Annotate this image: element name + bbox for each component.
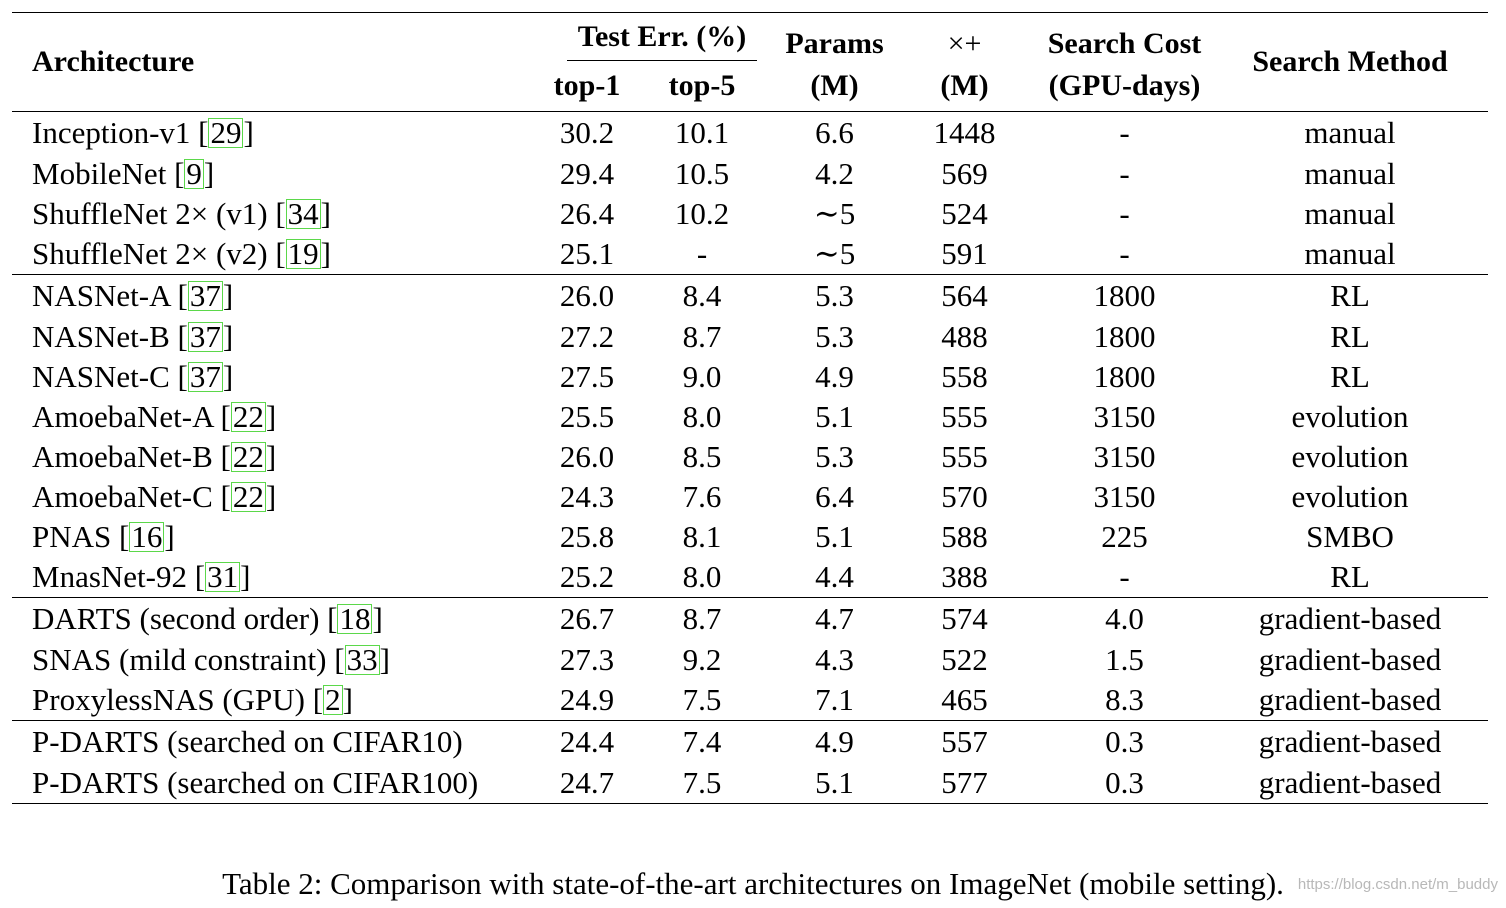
comparison-table [12,12,1488,804]
cell-cost: 0.3 [1105,765,1144,800]
cell-method: RL [1330,359,1370,394]
cell-top5: 8.7 [682,601,722,636]
cell-mult: 564 [941,278,988,313]
citation-link[interactable]: 16 [131,519,163,554]
header-test-err [547,13,777,62]
cell-top1: 24.9 [559,682,615,717]
cell-mult: 588 [941,519,988,554]
table-body [12,112,1488,804]
cell-cost: 8.3 [1105,682,1144,717]
cell-mult: 555 [941,399,988,434]
cell-top5: - [696,236,708,271]
cell-cost: - [1119,156,1130,191]
architecture-name: AmoebaNet-C [32,479,221,514]
cell-mult: 524 [941,196,988,231]
cell-top5: 8.5 [682,439,722,474]
header-params: Params [785,27,884,60]
cell-mult: 558 [941,359,988,394]
cell-cost: 0.3 [1105,724,1144,759]
architecture-name: AmoebaNet-B [32,439,221,474]
cell-cost: 3150 [1093,479,1156,514]
cell-top1: 24.4 [559,724,615,759]
cell-cost: 1.5 [1105,642,1144,677]
cell-cost: 3150 [1093,399,1156,434]
citation-link[interactable]: 33 [346,642,378,677]
cell-architecture: AmoebaNet-A [22] [32,399,277,434]
cell-method: gradient-based [1258,765,1442,800]
header-cost-unit: (GPU-days) [1048,69,1201,102]
cell-params: 5.3 [815,319,854,354]
architecture-name: ShuffleNet 2× (v1) [32,196,276,231]
cell-architecture: NASNet-B [37] [32,319,234,354]
architecture-name: ProxylessNAS (GPU) [32,682,313,717]
header-mult-unit: (M) [940,69,989,102]
cell-params: 5.1 [815,399,854,434]
citation-link[interactable]: 37 [189,359,221,394]
cell-top1: 27.3 [559,642,615,677]
cell-top1: 29.4 [559,156,615,191]
cell-params: 4.4 [815,559,854,594]
cell-method: RL [1330,559,1370,594]
cell-architecture: ShuffleNet 2× (v1) [34] [32,196,331,231]
architecture-name: MobileNet [32,156,175,191]
cell-method: manual [1304,156,1396,191]
cell-mult: 569 [941,156,988,191]
table-row [12,112,1488,155]
architecture-name: NASNet-A [32,278,178,313]
cell-cost: 3150 [1093,439,1156,474]
cell-mult: 1448 [933,115,996,150]
cell-method: SMBO [1306,519,1394,554]
cell-cost: - [1119,196,1130,231]
cell-architecture: AmoebaNet-C [22] [32,479,277,514]
cell-top1: 27.5 [559,359,615,394]
cell-top1: 26.0 [559,278,615,313]
header-search-cost: Search Cost [1047,27,1202,60]
cell-architecture: MnasNet-92 [31] [32,559,251,594]
architecture-name: MnasNet-92 [32,559,195,594]
cell-params: 4.9 [815,359,854,394]
header-mult-add: ×+ [947,27,982,60]
cell-mult: 465 [941,682,988,717]
architecture-name: P-DARTS (searched on CIFAR100) [32,765,479,800]
cell-top5: 7.5 [682,682,722,717]
cell-mult: 557 [941,724,988,759]
cell-params: 5.3 [815,278,854,313]
cell-top1: 25.5 [559,399,615,434]
architecture-name: ShuffleNet 2× (v2) [32,236,276,271]
cell-cost: 4.0 [1105,601,1144,636]
citation-link[interactable]: 37 [189,319,221,354]
cell-cost: - [1119,115,1130,150]
cell-top1: 30.2 [559,115,615,150]
cell-architecture: NASNet-C [37] [32,359,234,394]
cell-method: gradient-based [1258,724,1442,759]
cell-architecture [12,763,547,804]
cell-top1: 25.2 [559,559,615,594]
cell-top1: 26.7 [559,601,615,636]
cell-top5: 7.6 [682,479,722,514]
cell-method: manual [1304,236,1396,271]
citation-link[interactable]: 9 [186,156,202,191]
table-row [12,557,1488,598]
cell-top1: 27.2 [559,319,615,354]
cell-architecture [12,721,547,764]
table-row [12,357,1488,397]
cell-params: ∼5 [813,236,856,271]
header-top5: top-5 [668,69,736,102]
citation-link[interactable]: 29 [210,115,242,150]
cell-cost: - [1119,559,1130,594]
cell-mult: 488 [941,319,988,354]
cell-mult: 522 [941,642,988,677]
cell-method: RL [1330,319,1370,354]
cell-mult: 570 [941,479,988,514]
citation-link[interactable]: 34 [287,196,319,231]
table-caption: Table 2: Comparison with state-of-the-art architectures on ImageNet (mobile setting). [222,866,1284,901]
cell-cost: 225 [1101,519,1148,554]
architecture-name: SNAS (mild constraint) [32,642,335,677]
cell-cost: - [1119,236,1130,271]
architecture-name: NASNet-B [32,319,178,354]
cell-method: evolution [1291,479,1409,514]
citation-link[interactable]: 18 [339,601,371,636]
cell-params: 4.3 [815,642,854,677]
cell-top5: 10.1 [674,115,730,150]
table-row [12,640,1488,680]
cell-params: 4.9 [815,724,854,759]
cell-params: 6.6 [815,115,854,150]
cell-params: 5.1 [815,519,854,554]
architecture-name: AmoebaNet-A [32,399,221,434]
cell-cost: 1800 [1093,278,1156,313]
table-row [12,437,1488,477]
cell-top5: 8.0 [682,399,722,434]
cell-top5: 10.5 [674,156,730,191]
cell-params: 4.2 [815,156,854,191]
table-row [12,517,1488,557]
table-row [12,763,1488,804]
cell-architecture: AmoebaNet-B [22] [32,439,277,474]
cell-architecture: MobileNet [9] [32,156,215,191]
cell-top1: 24.7 [559,765,615,800]
cell-top5: 7.5 [682,765,722,800]
citation-link[interactable]: 19 [287,236,319,271]
cell-top5: 9.0 [682,359,722,394]
header-test-err-label: Test Err. (%) [567,20,757,61]
cell-method: gradient-based [1258,642,1442,677]
table-header [12,13,1488,112]
cell-architecture: NASNet-A [37] [32,278,234,313]
header-params-unit: (M) [810,69,859,102]
cell-params: 6.4 [815,479,854,514]
table-row [12,317,1488,357]
cell-top5: 8.4 [682,278,722,313]
cell-method: manual [1304,196,1396,231]
cell-architecture: DARTS (second order) [18] [32,601,383,636]
cell-top5: 10.2 [674,196,730,231]
table-row [12,477,1488,517]
table-row [12,397,1488,437]
cell-top1: 24.3 [559,479,615,514]
architecture-name: NASNet-C [32,359,178,394]
citation-link[interactable]: 2 [325,682,341,717]
cell-cost: 1800 [1093,319,1156,354]
cell-params: 5.1 [815,765,854,800]
architecture-name: P-DARTS (searched on CIFAR10) [32,724,463,759]
cell-mult: 574 [941,601,988,636]
cell-architecture: SNAS (mild constraint) [33] [32,642,390,677]
cell-mult: 577 [941,765,988,800]
cell-top1: 26.0 [559,439,615,474]
table-row [12,154,1488,194]
table-row [12,234,1488,275]
cell-architecture: Inception-v1 [29] [32,115,254,150]
cell-top5: 8.1 [682,519,722,554]
citation-link[interactable]: 22 [232,399,264,434]
citation-link[interactable]: 22 [232,439,264,474]
cell-top5: 8.0 [682,559,722,594]
cell-method: RL [1330,278,1370,313]
cell-method: gradient-based [1258,682,1442,717]
cell-params: 7.1 [815,682,854,717]
cell-method: gradient-based [1258,601,1442,636]
cell-top5: 8.7 [682,319,722,354]
cell-top5: 7.4 [682,724,722,759]
citation-link[interactable]: 37 [189,278,221,313]
cell-method: evolution [1291,439,1409,474]
cell-params: ∼5 [813,196,856,231]
cell-cost: 1800 [1093,359,1156,394]
header-architecture: Architecture [32,45,195,78]
table-row [12,680,1488,721]
cell-architecture: PNAS [16] [32,519,175,554]
watermark: https://blog.csdn.net/m_buddy [1297,876,1498,893]
cell-mult: 555 [941,439,988,474]
architecture-name: Inception-v1 [32,115,199,150]
citation-link[interactable]: 31 [207,559,239,594]
cell-mult: 388 [941,559,988,594]
table-row [12,194,1488,234]
table-row [12,721,1488,764]
table-row [12,598,1488,641]
cell-method: manual [1304,115,1396,150]
cell-top1: 25.8 [559,519,615,554]
architecture-name: DARTS (second order) [32,601,328,636]
cell-top1: 25.1 [559,236,615,271]
cell-mult: 591 [941,236,988,271]
citation-link[interactable]: 22 [232,479,264,514]
cell-method: evolution [1291,399,1409,434]
table-row [12,275,1488,318]
cell-top1: 26.4 [559,196,615,231]
cell-architecture: ProxylessNAS (GPU) [2] [32,682,353,717]
header-search-method: Search Method [1252,45,1448,78]
cell-params: 5.3 [815,439,854,474]
cell-architecture: ShuffleNet 2× (v2) [19] [32,236,331,271]
header-top1: top-1 [553,69,621,102]
cell-params: 4.7 [815,601,854,636]
architecture-name: PNAS [32,519,120,554]
cell-top5: 9.2 [682,642,722,677]
